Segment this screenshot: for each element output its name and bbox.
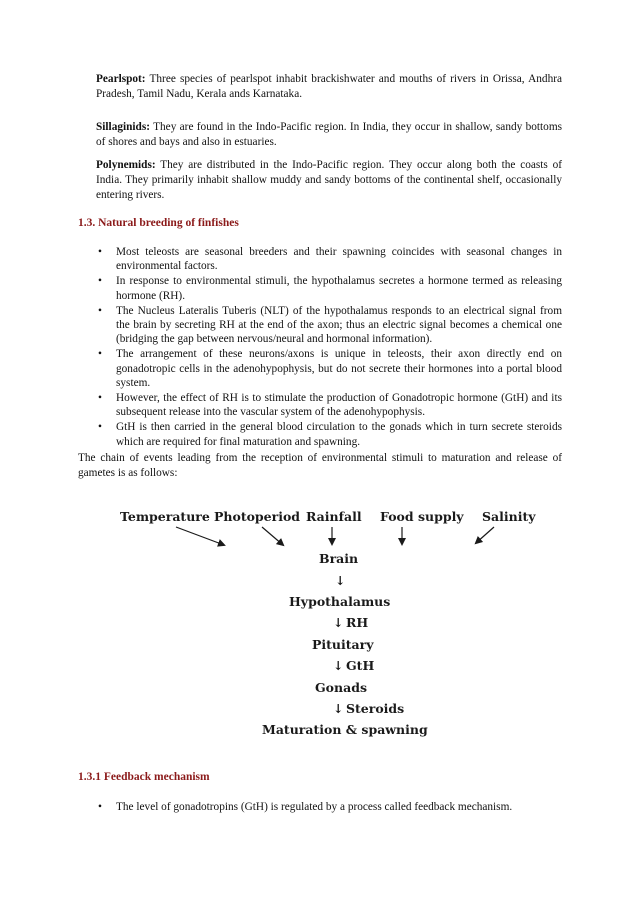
section-heading-feedback-mechanism: 1.3.1 Feedback mechanism — [78, 771, 210, 783]
list-item: • In response to environmental stimuli, the hypothalamus secretes a hormone termed as releasing hormone (RH). — [98, 275, 562, 302]
natural-breeding-bullet-list — [96, 245, 562, 450]
pearlspot-text: Three species of pearlspot inhabit brackishwater and mouths of rivers in Orissa, Andhra Pradesh, Tamil Nadu, Kerala ands Karnataka. — [96, 73, 562, 101]
bullet-icon: • — [98, 392, 102, 405]
polynemids-text: They are distributed in the Indo-Pacific region. They occur along both the coasts of India. They primarily inhabit shallow muddy and sandy bottoms of the continental shelf, occasionally entering rivers. — [96, 159, 562, 202]
stimulus-temperature: Temperature — [120, 509, 210, 524]
section-heading-natural-breeding: 1.3. Natural breeding of finfishes — [78, 217, 239, 229]
list-item: • However, the effect of RH is to stimulate the production of Gonadotropic hormone (GtH) and its subsequent release into the vascular system of the adenohypophysis. — [98, 392, 562, 419]
chain-of-events-paragraph: The chain of events leading from the reception of environmental stimuli to maturation and release of gametes is as follows: — [78, 452, 562, 480]
node-brain: Brain — [319, 551, 359, 566]
feedback-bullet-list — [96, 800, 562, 815]
list-item: • Most teleosts are seasonal breeders and their spawning coincides with seasonal changes in environmental factors. — [98, 246, 562, 273]
label-gth: GtH — [346, 658, 375, 673]
bullet-icon: • — [98, 246, 102, 258]
pearlspot-paragraph — [96, 72, 562, 102]
down-arrow-icon: ↓ — [335, 573, 346, 588]
bullet-icon: • — [98, 801, 102, 813]
list-item: • The Nucleus Lateralis Tuberis (NLT) of the hypothalamus responds to an electrical signal from the brain by secreting RH at the end of the axon; thus an electric signal becomes a chemical one (bridging the gap between nervous/neural and hormonal information). — [98, 304, 562, 346]
node-gonads: Gonads — [315, 680, 367, 695]
sillaginids-text: They are found in the Indo-Pacific region. In India, they occur in shallow, sandy bottoms of shores and bays and also in estuaries. — [96, 121, 562, 149]
sillaginids-paragraph — [96, 120, 562, 150]
down-arrow-icon: ↓ — [333, 615, 344, 630]
arrow-salinity — [476, 527, 494, 543]
stimulus-food-supply: Food supply — [380, 509, 464, 524]
node-hypothalamus: Hypothalamus — [289, 594, 391, 609]
polynemids-term: Polynemids: — [96, 159, 156, 171]
polynemids-paragraph — [96, 158, 562, 204]
arrow-photoperiod — [262, 527, 283, 545]
bullet-icon: • — [98, 421, 102, 434]
bullet-icon: • — [98, 348, 102, 361]
bullet-icon: • — [98, 275, 102, 288]
arrow-temperature — [176, 527, 224, 545]
down-arrow-icon: ↓ — [333, 658, 344, 673]
list-item: • The arrangement of these neurons/axons is unique in teleosts, their axon directly end on gonadotropic cells in the adenohypophysis, but do not secrete their hormones into a portal blood system. — [98, 348, 562, 389]
stimulus-salinity: Salinity — [482, 509, 536, 524]
label-rh: RH — [346, 615, 369, 630]
stimulus-rainfall: Rainfall — [306, 509, 362, 524]
sillaginids-term: Sillaginids: — [96, 121, 150, 133]
down-arrow-icon: ↓ — [333, 701, 344, 716]
node-pituitary: Pituitary — [312, 637, 374, 652]
stimulus-photoperiod: Photoperiod — [214, 509, 301, 524]
bullet-icon: • — [98, 304, 102, 317]
label-steroids: Steroids — [346, 701, 405, 716]
node-maturation-spawning: Maturation & spawning — [262, 722, 428, 737]
list-item: • GtH is then carried in the general blood circulation to the gonads which in turn secrete steroids which are required for final maturation and spawning. — [98, 421, 562, 448]
pearlspot-term: Pearlspot: — [96, 73, 146, 85]
list-item: • The level of gonadotropins (GtH) is regulated by a process called feedback mechanism. — [98, 801, 513, 813]
